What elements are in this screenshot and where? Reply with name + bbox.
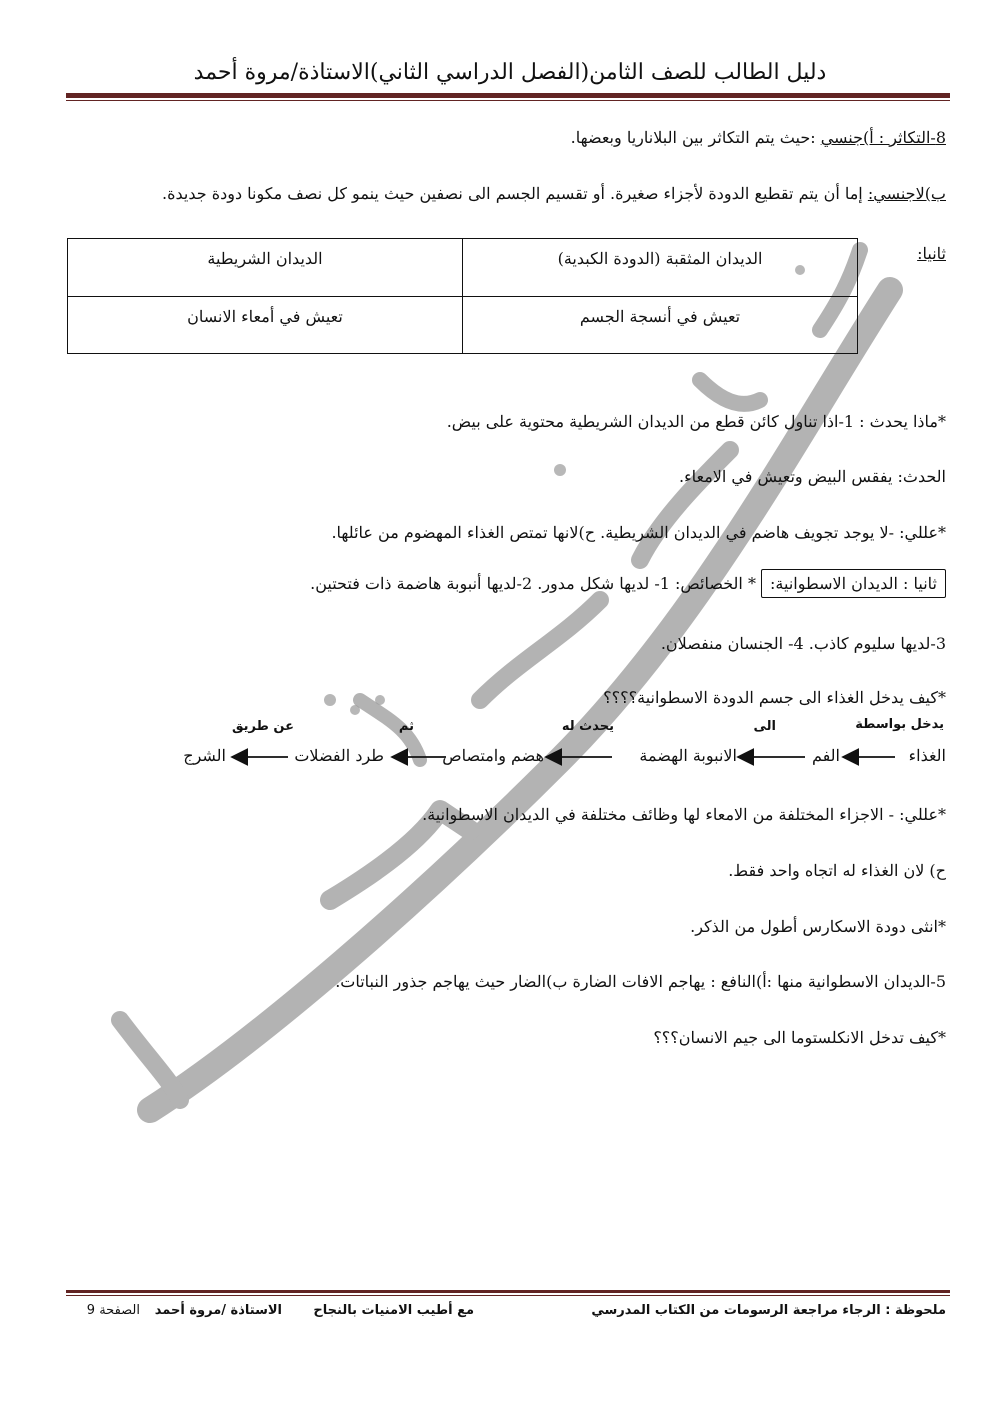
header-rule-thin (66, 100, 950, 101)
flow-label-enter-via: يدخل بواسطة (855, 717, 944, 732)
footer-wish: مع أطيب الامنيات بالنجاح (313, 1303, 474, 1318)
roundworms-types: 5-الديدان الاسطوانية منها :أ)النافع : يهاجم الافات الضارة ب)الضار حيث يهاجم جذور النباتات. (335, 972, 946, 991)
roundworms-boxed-title: ثانيا : الديدان الاسطوانية: (761, 569, 946, 598)
ascaris-fact: *انثى دودة الاسكارس أطول من الذكر. (690, 917, 946, 936)
comparison-table (67, 238, 858, 354)
flow-label-to: الى (753, 719, 776, 734)
footer-rule (66, 1290, 950, 1293)
footer-note: ملحوظة : الرجاء مراجعة الرسومات من الكتاب المدرسي (591, 1303, 946, 1318)
reproduction-sexual-label: 8-التكاثر : أ)جنسي (820, 128, 946, 147)
event-answer: الحدث: يفقس البيض وتعيش في الامعاء. (679, 467, 946, 486)
table-cell: تعيش في أمعاء الانسان (68, 296, 463, 354)
footer-rule-thin (66, 1295, 950, 1296)
explain-answer-2: ح) لان الغذاء له اتجاه واحد فقط. (728, 861, 946, 880)
reproduction-asexual-text: إما أن يتم تقطيع الدودة لأجزاء صغيرة. أو تقسيم الجسم الى نصفين حيث ينمو كل نصف مكونا دودة جديدة. (162, 184, 868, 203)
flow-node-anus: الشرج (183, 746, 226, 765)
table-row (68, 296, 858, 354)
flow-label-then: ثم (398, 719, 414, 734)
footer-page-number: الصفحة 9 (86, 1303, 140, 1318)
reproduction-sexual-text: :حيث يتم التكاثر بين البلاناريا وبعضها. (570, 128, 821, 147)
reproduction-asexual-line (162, 184, 946, 203)
what-happens-question: *ماذا يحدث : 1-اذا تناول كائن قطع من الديدان الشريطية محتوية على بيض. (446, 412, 946, 431)
flow-node-digestive-tube: الانبوبة الهضمة (639, 746, 737, 765)
flow-label-happens: يحدث له (561, 719, 614, 734)
second-label: ثانيا: (917, 244, 946, 263)
table-header-cell: الديدان الشريطية (68, 239, 463, 297)
table-row (68, 239, 858, 297)
page-header-title: دليل الطالب للصف الثامن(الفصل الدراسي الثاني)الاستاذة/مروة أحمد (193, 60, 827, 85)
flow-arrows (0, 745, 992, 769)
flow-node-digestion-absorption: هضم وامتصاص (442, 746, 544, 765)
flow-node-food: الغذاء (908, 746, 946, 765)
footer-teacher: الاستاذة /مروة أحمد (154, 1303, 282, 1318)
table-header-cell: الديدان المثقبة (الدودة الكبدية) (463, 239, 858, 297)
hookworm-question: *كيف تدخل الانكلستوما الى جيم الانسان؟؟؟ (653, 1028, 946, 1047)
food-entry-question: *كيف يدخل الغذاء الى جسم الدودة الاسطوانية؟؟؟؟ (603, 688, 946, 707)
explain-question-1: *عللي: -لا يوجد تجويف هاضم في الديدان الشريطية. ح)لانها تمتص الغذاء المهضوم من عائلها. (331, 523, 946, 542)
reproduction-sexual-line (571, 128, 946, 147)
reproduction-asexual-label: ب)لاجنسي: (867, 184, 946, 203)
explain-question-2: *عللي: - الاجزاء المختلفة من الامعاء لها وظائف مختلفة في الديدان الاسطوانية. (422, 805, 946, 824)
table-cell: تعيش في أنسجة الجسم (463, 296, 858, 354)
header-rule (66, 93, 950, 98)
roundworms-features: * الخصائص: 1- لديها شكل مدور. 2-لديها أنبوبة هاضمة ذات فتحتين. (310, 574, 762, 593)
roundworms-line3: 3-لديها سليوم كاذب. 4- الجنسان منفصلان. (660, 634, 946, 653)
roundworms-features-line (310, 574, 946, 593)
flow-label-through: عن طريق (231, 719, 294, 734)
flow-node-waste-removal: طرد الفضلات (294, 746, 384, 765)
flow-node-mouth: الفم (811, 746, 840, 765)
